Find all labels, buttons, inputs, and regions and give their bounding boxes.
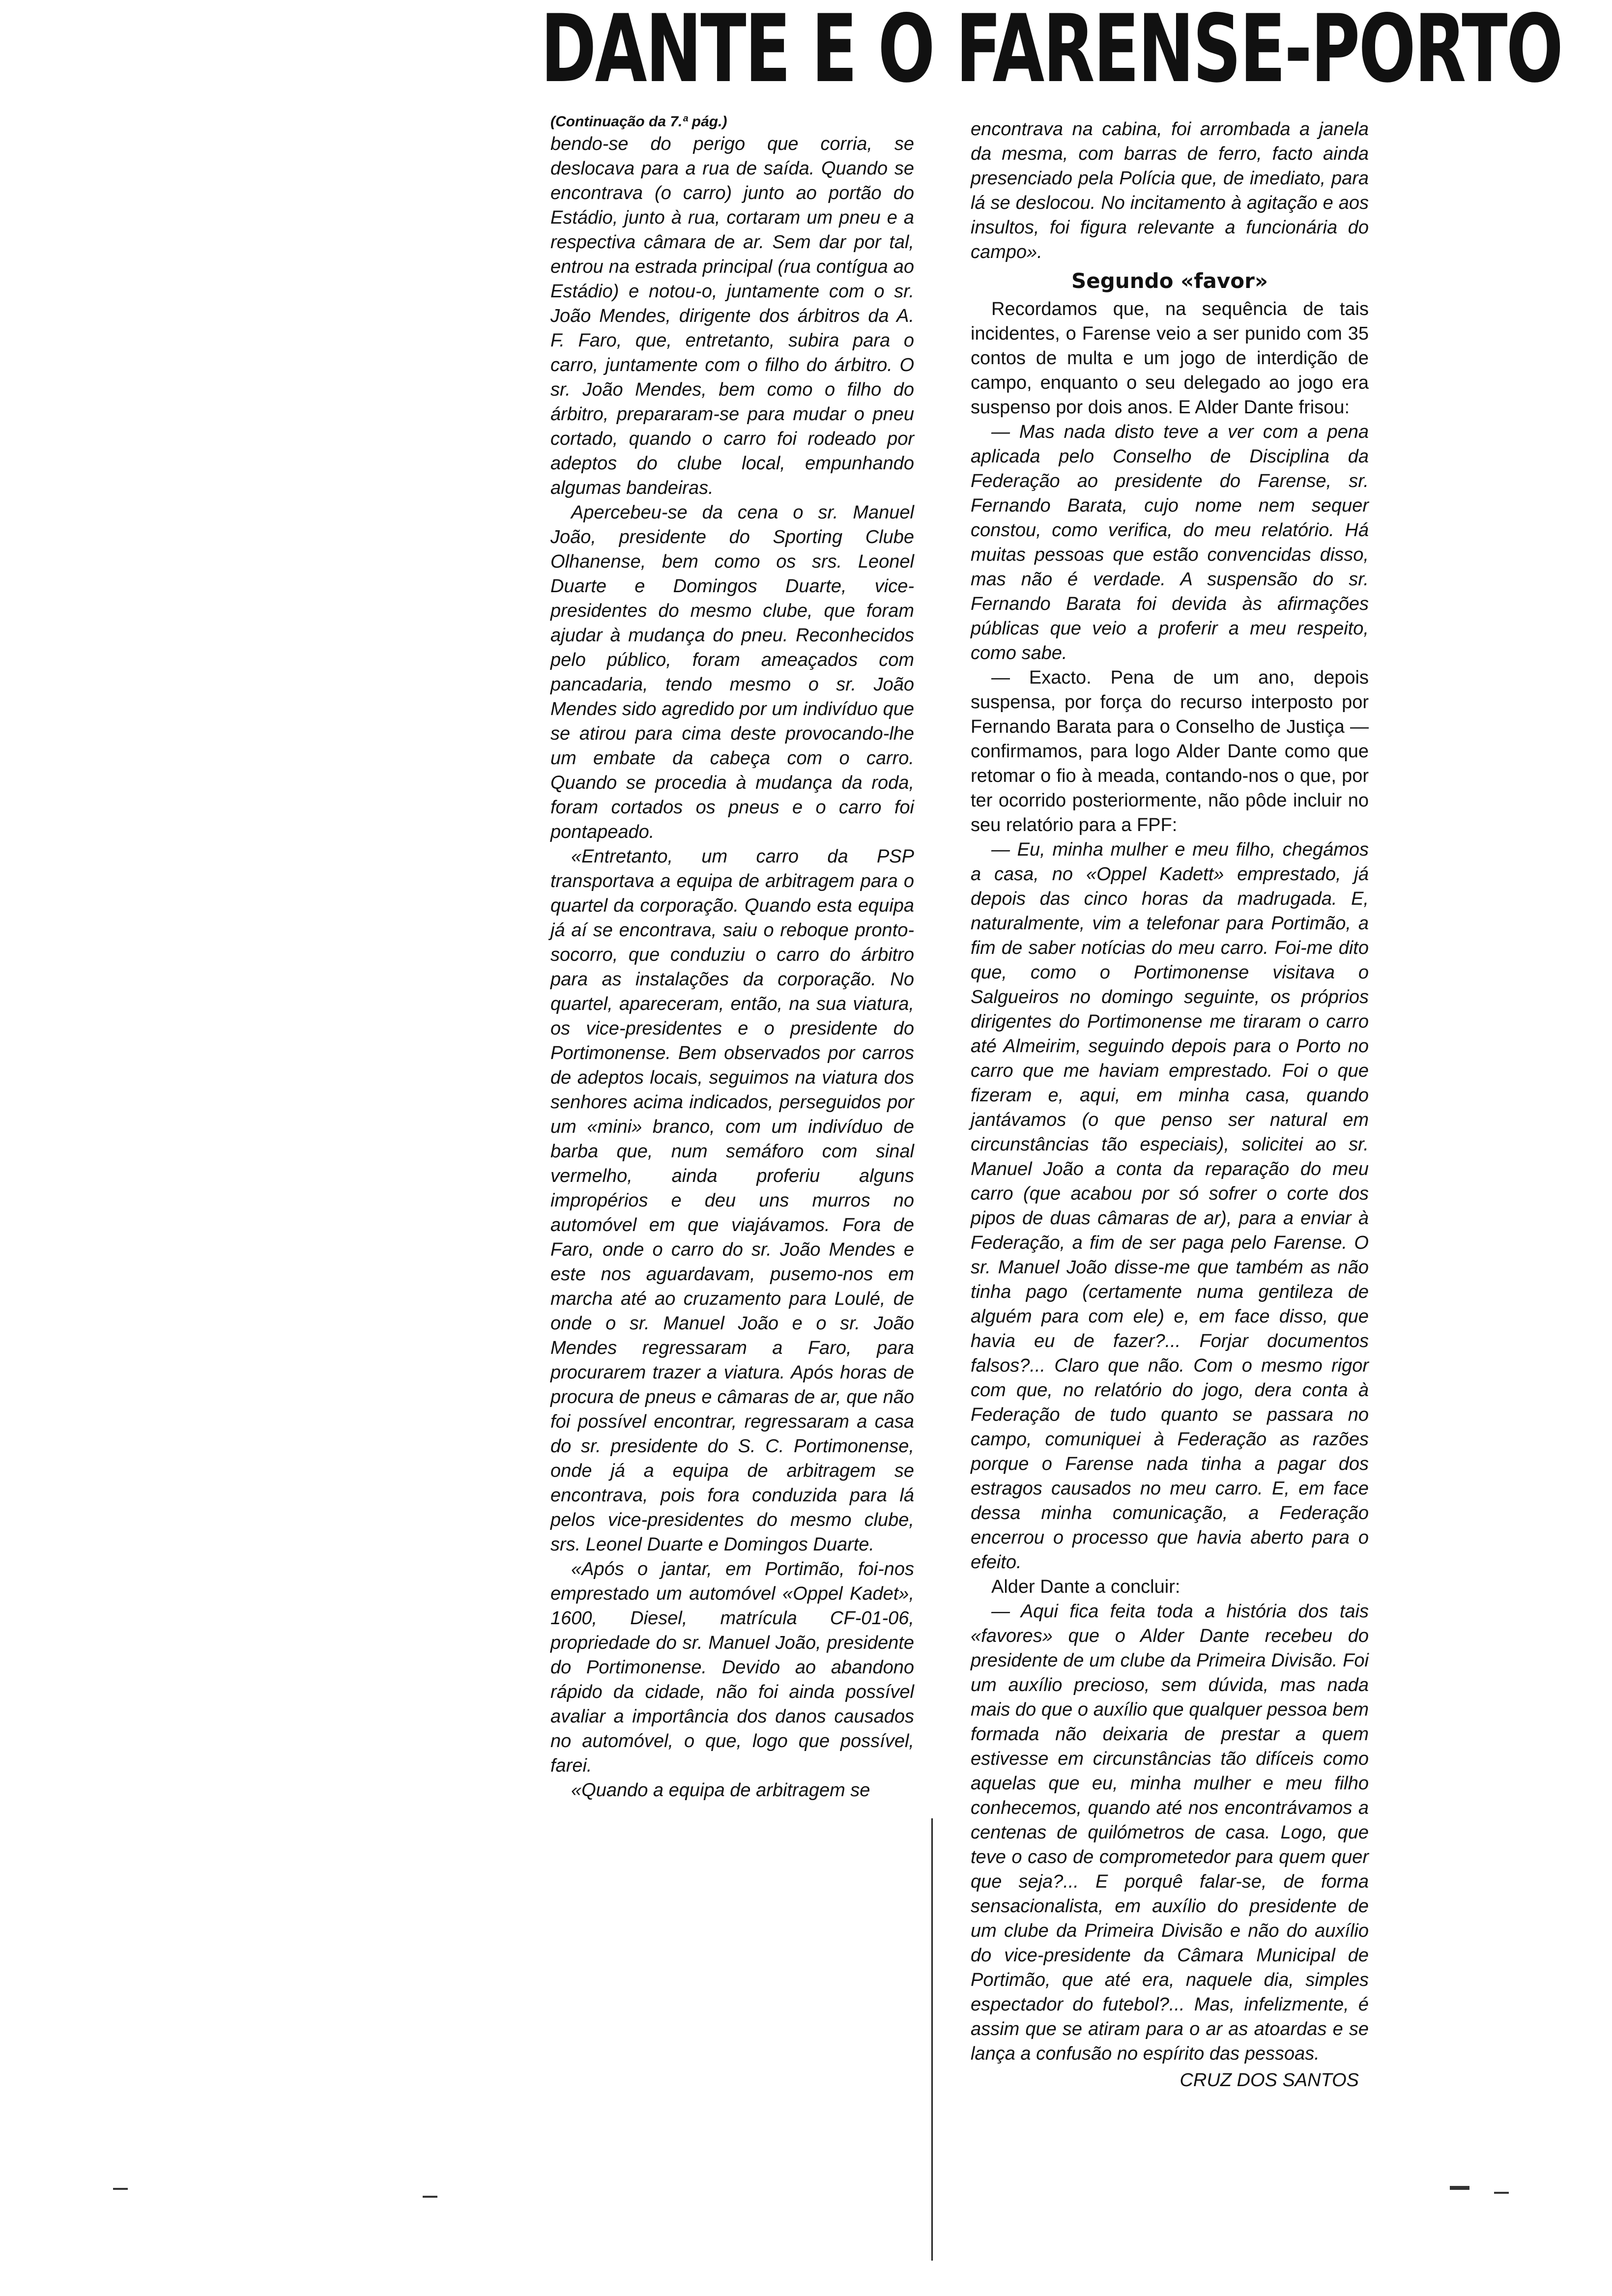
body-paragraph: — Aqui fica feita toda a história dos tais «favores» que o Alder Dante recebeu do presidente de um clube da Primeira Divisão. Foi um auxílio precioso, sem dúvida, mas nada mais do que o auxílio que qualquer pessoa bem formada não deixaria de prestar a quem estivesse em circunstâncias tão difíceis como aquelas que eu, minha mulher e meu filho conhecemos, quando até nos encontrávamos a centenas de quilómetros de casa. Logo, que teve o caso de comprometedor para quem quer que seja?... E porquê falar-se, de forma sensacionalista, em auxílio do presidente de um clube da Primeira Divisão e não do auxílio do vice-presidente da Câmara Municipal de Portimão, que até era, naquele dia, simples espectador do futebol?... Mas, infelizmente, é assim que se atiram para o ar as atoardas e se lança a confusão no espírito das pessoas. [971,1601,1369,2064]
body-paragraph: Recordamos que, na sequência de tais incidentes, o Farense veio a ser punido com 35 contos de multa e um jogo de interdição de campo, enquanto o seu delegado ao jogo era suspenso por dois anos. E Alder Dante frisou: [971,299,1369,418]
body-paragraph: «Entretanto, um carro da PSP transportava a equipa de arbitragem para o quartel da corporação. Quando esta equipa já aí se encontrava, saiu o reboque pronto-socorro, que conduziu o carro do árbitro para as instalações da corporação. No quartel, apareceram, então, na sua viatura, os vice-presidentes e o presidente do Portimonense. Bem observados por carros de adeptos locais, seguimos na viatura dos senhores acima indicados, perseguidos por um «mini» branco, com um indivíduo de barba que, num semáforo com sinal vermelho, ainda proferiu alguns impropérios e deu uns murros no automóvel em que viajávamos. Fora de Faro, onde o carro do sr. João Mendes e este nos aguardavam, pusemo-nos em marcha até ao cruzamento para Loulé, de onde o sr. Manuel João e o sr. João Mendes regressaram a Faro, para procurarem trazer a viatura. Após horas de procura de pneus e câmaras de ar, que não foi possível encontrar, regressaram a casa do sr. presidente do S. C. Portimonense, onde já a equipa de arbitragem se encontrava, pois fora conduzida para lá pelos vice-presidentes do mesmo clube, srs. Leonel Duarte e Domingos Duarte. [550,846,914,1555]
body-paragraph: — Exacto. Pena de um ano, depois suspensa, por força do recurso interposto por Fernando Barata para o Conselho de Justiça — confirmamos, para logo Alder Dante como que retomar o fio à meada, contando-nos o que, por ter ocorrido posteriormente, não pôde incluir no seu relatório para a FPF: [971,667,1369,835]
section-subhead: Segundo «favor» [1071,269,1268,293]
body-paragraph: Alder Dante a concluir: [991,1577,1180,1597]
headline: DANTE E O FARENSE-PORTO [541,0,1562,103]
scan-mark [113,2188,128,2190]
body-paragraph: — Mas nada disto teve a ver com a pena aplicada pelo Conselho de Disciplina da Federação ao presidente do Farense, sr. Fernando Barata, cujo nome nem sequer constou, como verifica, do meu relatório. Há muitas pessoas que estão convencidas disso, mas não é verdade. A suspensão do sr. Fernando Barata foi devida às afirmações públicas que veio a proferir a meu respeito, como sabe. [971,422,1369,663]
continuation-note: (Continuação da 7.ª pág.) [550,114,727,130]
body-paragraph: bendo-se do perigo que corria, se deslocava para a rua de saída. Quando se encontrava (o carro) junto ao portão do Estádio, junto à rua, cortaram um pneu e a respectiva câmara de ar. Sem dar por tal, entrou na estrada principal (rua contígua ao Estádio) e notou-o, juntamente com o sr. João Mendes, dirigente dos árbitros da A. F. Faro, que, entretanto, subira para o carro, juntamente com o filho do árbitro. O sr. João Mendes, bem como o filho do árbitro, prepararam-se para mudar o pneu cortado, quando o carro foi rodeado por adeptos do clube local, empunhando algumas bandeiras. [550,134,914,498]
scan-mark [423,2196,437,2198]
body-paragraph: — Eu, minha mulher e meu filho, chegámos a casa, no «Oppel Kadett» emprestado, já depois das cinco horas da madrugada. E, naturalmente, vim a telefonar para Portimão, a fim de saber notícias do meu carro. Foi-me dito que, como o Portimonense visitava o Salgueiros no domingo seguinte, os próprios dirigentes do Portimonense me tiraram o carro até Almeirim, seguindo depois para o Porto no carro que me haviam emprestado. Foi o que fizeram e, aqui, em minha casa, quando jantávamos (o que penso ser natural em circunstâncias tão especiais), solicitei ao sr. Manuel João a conta da reparação do meu carro (que acabou por só sofrer o corte dos pipos de duas câmaras de ar), para a enviar à Federação, a fim de ser paga pelo Farense. O sr. Manuel João disse-me que também as não tinha pago (certamente numa gentileza de alguém para com ele) e, em face disso, que havia eu de fazer?... Forjar documentos falsos?... Claro que não. Com o mesmo rigor com que, no relatório do jogo, dera conta à Federação de tudo quanto se passara no campo, comuniquei à Federação as razões porque o Farense nada tinha a pagar dos estragos causados no meu carro. E, em face dessa minha comunicação, a Federação encerrou o processo que havia aberto para o efeito. [971,839,1369,1573]
body-paragraph: «Quando a equipa de arbitragem se [571,1780,870,1801]
body-paragraph: encontrava na cabina, foi arrombada a janela da mesma, com barras de ferro, facto ainda presenciado pela Polícia que, de imediato, para lá se deslocou. No incitamento à agitação e aos insultos, foi figura relevante a funcionária do campo». [971,119,1369,262]
author-signature: CRUZ DOS SANTOS [1180,2070,1359,2091]
right-column [971,117,1369,2093]
body-paragraph: Apercebeu-se da cena o sr. Manuel João, presidente do Sporting Clube Olhanense, bem como os srs. Leonel Duarte e Domingos Duarte, vice-presidentes do mesmo clube, que foram ajudar à mudança do pneu. Reconhecidos pelo público, foram ameaçados com pancadaria, tendo mesmo o sr. João Mendes sido agredido por um indivíduo que se atirou para cima deste provocando-lhe um embate da cabeça com o carro. Quando se procedia à mudança da roda, foram cortados os pneus e o carro foi pontapeado. [550,502,914,842]
scan-mark [1450,2186,1469,2190]
body-paragraph: «Após o jantar, em Portimão, foi-nos emprestado um automóvel «Oppel Kadet», 1600, Diesel, matrícula CF-01-06, propriedade do sr. Manuel João, presidente do Portimonense. Devido ao abandono rápido da cidade, não foi ainda possível avaliar a importância dos danos causados no automóvel, o que, logo que possível, farei. [550,1559,914,1776]
scan-mark [1494,2192,1509,2194]
left-column [550,112,914,1803]
column-rule [931,1818,933,2261]
